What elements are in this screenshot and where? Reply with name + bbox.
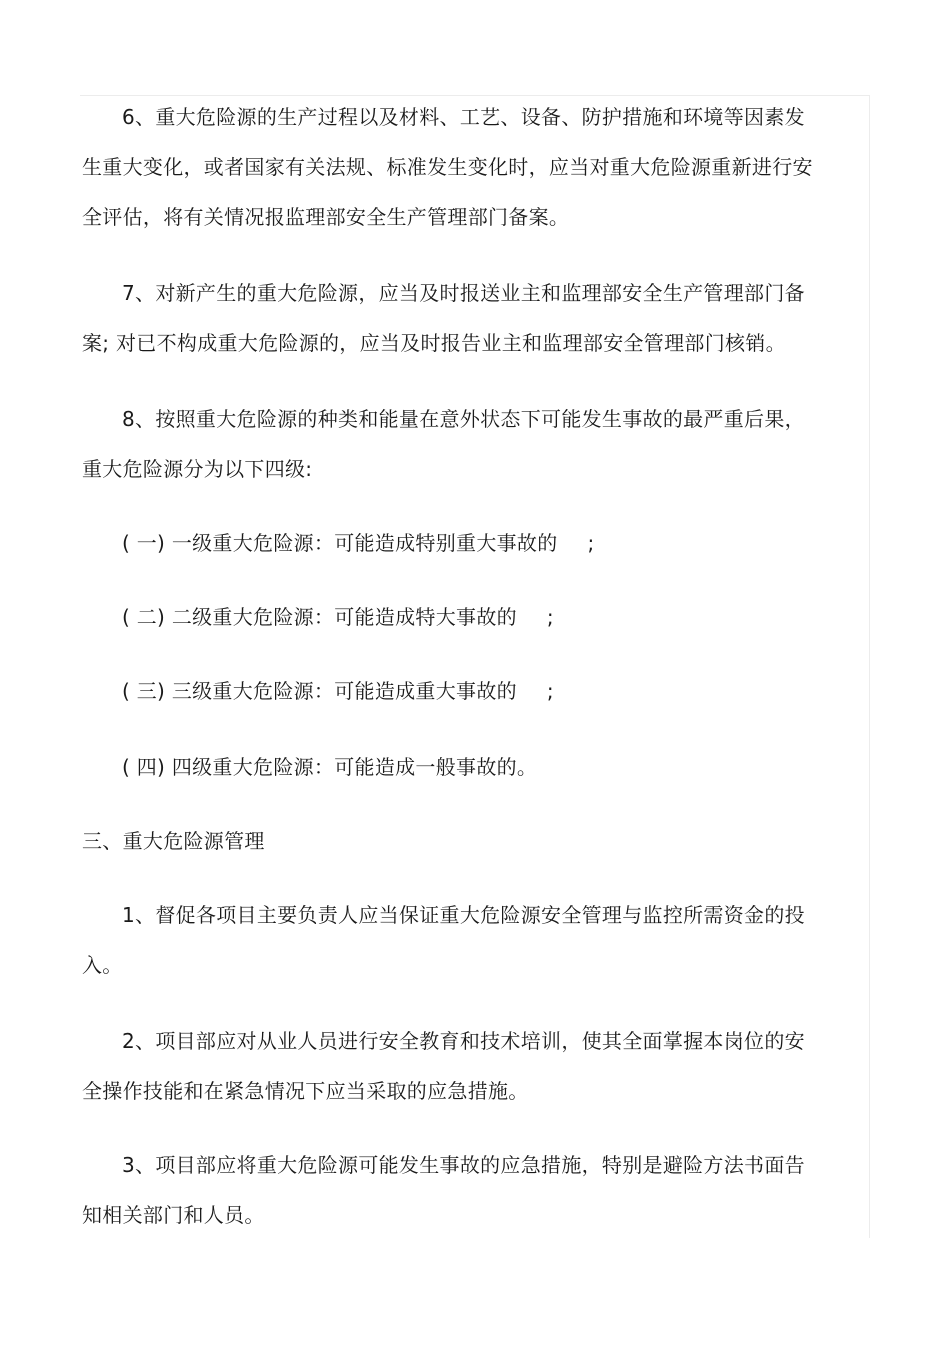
level-text: ( 二) 二级重大危险源：可能造成特大事故的 bbox=[122, 605, 517, 629]
level-item-1 bbox=[122, 518, 822, 568]
page-border-right bbox=[869, 95, 870, 1238]
level-item-4 bbox=[122, 742, 822, 792]
level-end: ; bbox=[587, 531, 595, 555]
level-end: ; bbox=[546, 605, 554, 629]
level-text: ( 一) 一级重大危险源：可能造成特别重大事故的 bbox=[122, 531, 558, 555]
level-item-2 bbox=[122, 592, 822, 642]
level-item-3 bbox=[122, 666, 822, 716]
level-end: ; bbox=[546, 679, 554, 703]
management-item-3: 3、项目部应将重大危险源可能发生事故的应急措施，特别是避险方法书面告知相关部门和人员。 bbox=[82, 1153, 805, 1227]
management-item-1: 1、督促各项目主要负责人应当保证重大危险源安全管理与监控所需资金的投入。 bbox=[82, 903, 805, 977]
paragraph-item-7: 7、对新产生的重大危险源，应当及时报送业主和监理部安全生产管理部门备案; 对已不构成重大危险源的，应当及时报告业主和监理部安全管理部门核销。 bbox=[82, 281, 805, 355]
management-item-2: 2、项目部应对从业人员进行安全教育和技术培训，使其全面掌握本岗位的安全操作技能和在紧急情况下应当采取的应急措施。 bbox=[82, 1029, 805, 1103]
section-heading: 三、重大危险源管理 bbox=[82, 829, 265, 853]
paragraph-item-8: 8、按照重大危险源的种类和能量在意外状态下可能发生事故的最严重后果，重大危险源分为以下四级: bbox=[82, 407, 805, 481]
level-text: ( 三) 三级重大危险源：可能造成重大事故的 bbox=[122, 679, 517, 703]
paragraph-item-6: 6、重大危险源的生产过程以及材料、工艺、设备、防护措施和环境等因素发生重大变化，或者国家有关法规、标准发生变化时，应当对重大危险源重新进行安全评估，将有关情况报监理部安全生产管理部门备案。 bbox=[82, 105, 813, 229]
level-text: ( 四) 四级重大危险源：可能造成一般事故的。 bbox=[122, 755, 538, 779]
